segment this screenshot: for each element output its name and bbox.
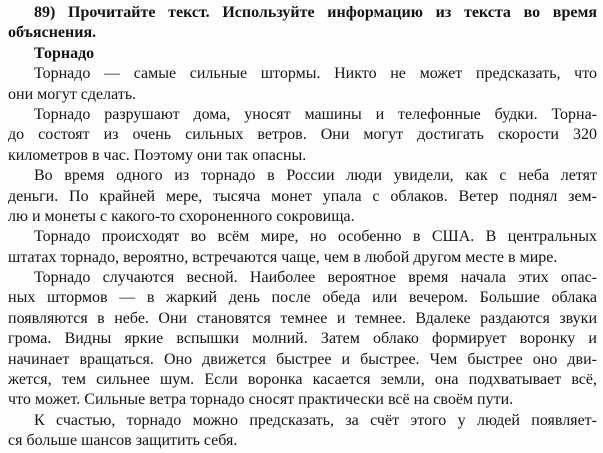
text-line: Торнадо происходят во всём мире, но особенно в США. В центральных xyxy=(34,228,597,246)
text-line: до состоят из очень сильных ветров. Они могут достигать скорости 320 xyxy=(8,126,597,144)
task-instruction xyxy=(8,3,597,44)
paragraph-prediction xyxy=(8,411,597,452)
paragraph-usa xyxy=(8,227,597,268)
paragraph-intro xyxy=(8,64,597,105)
text-line: появляются в небе. Они становятся темнее и темнее. Вдалеке раздаются звуки xyxy=(8,309,597,327)
paragraph-destruction xyxy=(8,105,597,166)
text-line: деньги. По крайней мере, тысяча монет упала с облаков. Ветер поднял зем- xyxy=(8,187,597,205)
text-line: объяснения. xyxy=(8,24,97,42)
text-line: что может. Сильные ветра торнадо сносят практически всё на своём пути. xyxy=(8,391,514,409)
text-line: лю и монеты с какого-то схороненного сокровища. xyxy=(8,207,355,225)
text-line: ных штормов — в жаркий день после обеда или вечером. Большие облака xyxy=(8,289,597,307)
text-line: грома. Видны яркие вспышки молний. Затем облако формирует воронку и xyxy=(8,330,597,348)
text-title xyxy=(8,44,597,64)
text-line: километров в час. Поэтому они так опасны. xyxy=(8,146,307,164)
text-line: Торнадо xyxy=(34,44,95,62)
text-line: жется, тем сильнее шум. Если воронка касается земли, она подхватывает всё, xyxy=(8,371,597,389)
text-line: начинает вращаться. Оно движется быстрее и быстрее. Чем быстрее оно дви- xyxy=(8,350,597,368)
text-line: ся больше шансов защитить себя. xyxy=(8,432,238,450)
text-line: штатах торнадо, вероятно, встречаются чаще, чем в любой другом месте в мире. xyxy=(8,248,558,266)
paragraph-spring-formation xyxy=(8,268,597,411)
document-text xyxy=(8,3,597,452)
text-line: Торнадо случаются весной. Наиболее вероятное время начала этих опас- xyxy=(34,269,597,287)
text-line: Во время одного из торнадо в России люди увидели, как с неба летят xyxy=(34,167,597,185)
text-line: Торнадо разрушают дома, уносят машины и телефонные будки. Торна- xyxy=(34,105,597,123)
text-line: К счастью, торнадо можно предсказать, за счёт этого у людей появляет- xyxy=(34,411,597,429)
text-line: 89) Прочитайте текст. Используйте информацию из текста во время xyxy=(34,4,597,21)
text-line: они могут сделать. xyxy=(8,85,137,103)
paragraph-russia-money xyxy=(8,166,597,227)
text-line: Торнадо — самые сильные штормы. Никто не может предсказать, что xyxy=(34,65,597,83)
